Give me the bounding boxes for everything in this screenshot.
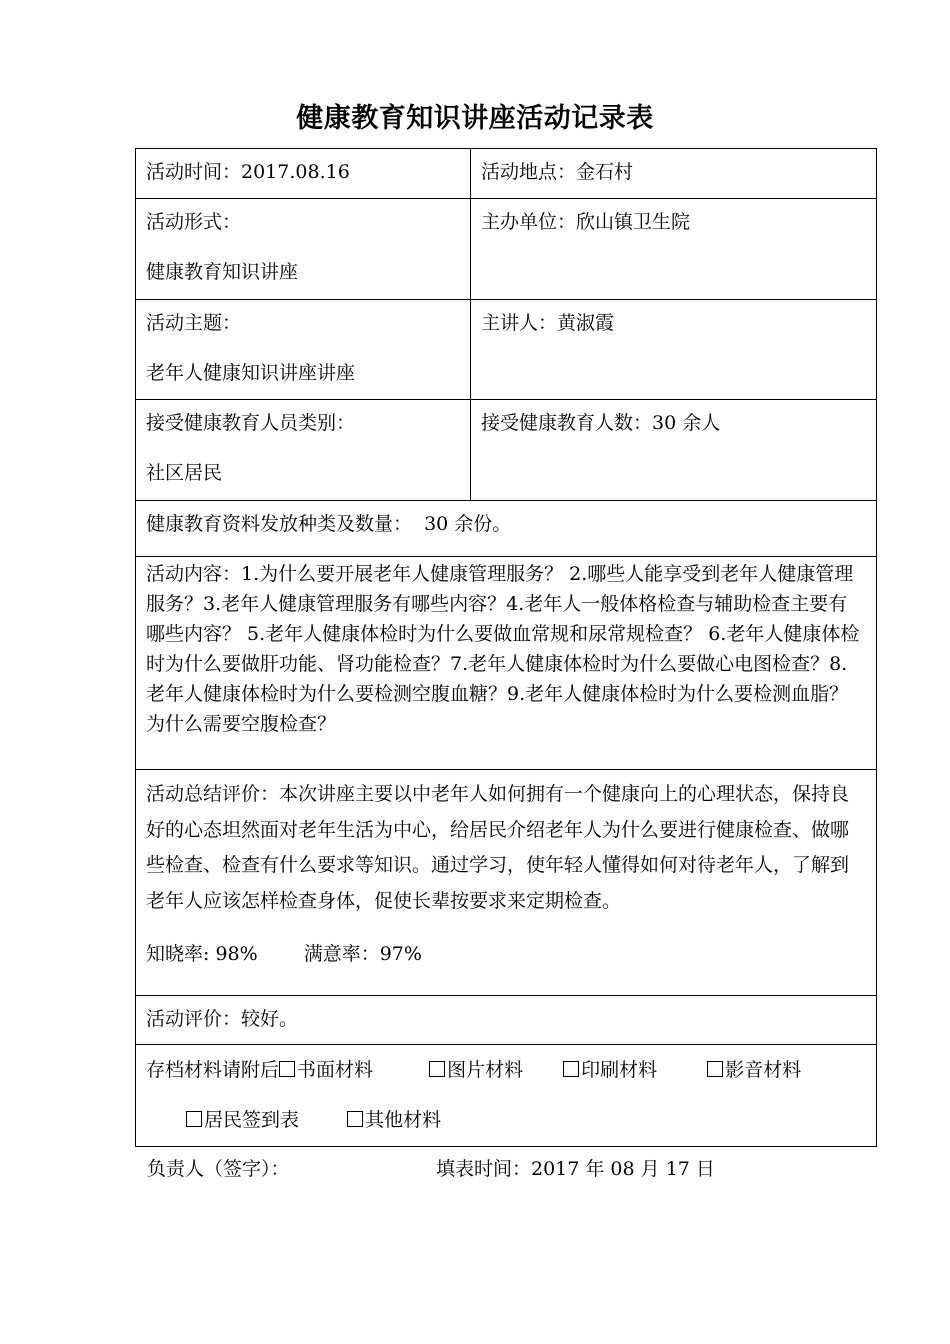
awareness-rate: 知晓率: 98% xyxy=(146,943,258,965)
archive-photos-label: 图片材料 xyxy=(447,1059,524,1081)
archive-line-2 xyxy=(146,1095,866,1145)
audience-type-value: 社区居民 xyxy=(146,462,223,484)
fill-date: 填表时间：2017 年 08 月 17 日 xyxy=(436,1158,715,1180)
archive-audio-video-label: 影音材料 xyxy=(725,1059,802,1081)
archive-line-1 xyxy=(146,1045,866,1095)
row-theme-speaker xyxy=(136,299,876,399)
activity-theme-cell xyxy=(136,300,471,399)
row-materials xyxy=(136,500,876,556)
record-table xyxy=(135,148,877,1147)
audience-type-label: 接受健康教育人员类别： xyxy=(146,412,356,434)
activity-place: 活动地点：金石村 xyxy=(481,161,634,183)
audience-type-cell xyxy=(136,400,471,500)
row-audience xyxy=(136,399,876,500)
rates-line xyxy=(146,939,866,969)
checkbox-sign-in[interactable] xyxy=(186,1111,202,1127)
activity-form-value: 健康教育知识讲座 xyxy=(146,261,299,283)
archive-sign-in-label: 居民签到表 xyxy=(204,1109,300,1131)
activity-summary: 活动总结评价：本次讲座主要以中老年人如何拥有一个健康向上的心理状态，保持良好的心态坦然面对老年生活为中心，给居民介绍老年人为什么要进行健康检查、做哪些检查、检查有什么要求等知识。通过学习，使年轻人懂得如何对待老年人，了解到老年人应该怎样检查身体，促使长辈按要求来定期检查。 xyxy=(146,783,850,912)
speaker: 主讲人：黄淑霞 xyxy=(481,312,615,334)
satisfaction-rate: 满意率：97% xyxy=(303,943,422,965)
archive-prefix: 存档材料请附后 xyxy=(146,1059,280,1081)
checkbox-printed[interactable] xyxy=(563,1061,579,1077)
summary-cell xyxy=(136,770,876,995)
activity-content: 活动内容：1.为什么要开展老年人健康管理服务？ 2.哪些人能享受到老年人健康管理服务？3.老年人健康管理服务有哪些内容？4.老年人一般体格检查与辅助检查主要有哪些内容？ 5.老年人健康体检时为什么要做血常规和尿常规检查？ 6.老年人健康体检时为什么要做肝功能、肾功能检查？7.老年人健康体检时为什么要做心电图检查？8.老年人健康体检时为什么要检测空腹血糖？9.老年人健康体检时为什么要检测血脂？为什么需要空腹检查？ xyxy=(146,563,860,735)
archive-other-label: 其他材料 xyxy=(365,1109,442,1131)
row-summary xyxy=(136,769,876,995)
archive-cell xyxy=(136,1045,876,1146)
activity-form-label: 活动形式： xyxy=(146,211,242,233)
activity-time: 活动时间：2017.08.16 xyxy=(136,149,471,198)
organizer: 主办单位：欣山镇卫生院 xyxy=(481,211,691,233)
row-form-organizer xyxy=(136,198,876,299)
activity-evaluation: 活动评价：较好。 xyxy=(146,1008,299,1030)
activity-theme-label: 活动主题： xyxy=(146,312,242,334)
materials-distributed: 健康教育资料发放种类及数量： 30 余份。 xyxy=(146,513,512,535)
row-evaluation xyxy=(136,995,876,1044)
audience-count: 接受健康教育人数：30 余人 xyxy=(481,412,721,434)
row-time-place xyxy=(136,149,876,198)
checkbox-other[interactable] xyxy=(347,1111,363,1127)
activity-theme-value: 老年人健康知识讲座讲座 xyxy=(146,362,356,384)
activity-form-cell xyxy=(136,199,471,299)
checkbox-audio-video[interactable] xyxy=(707,1061,723,1077)
archive-printed-label: 印刷材料 xyxy=(581,1059,658,1081)
checkbox-written[interactable] xyxy=(279,1061,295,1077)
row-archive xyxy=(136,1044,876,1146)
footer xyxy=(147,1154,715,1184)
row-content xyxy=(136,556,876,769)
responsible-signature: 负责人（签字）： xyxy=(147,1158,290,1180)
page-title: 健康教育知识讲座活动记录表 xyxy=(296,103,654,134)
checkbox-photos[interactable] xyxy=(429,1061,445,1077)
archive-written-label: 书面材料 xyxy=(297,1059,374,1081)
